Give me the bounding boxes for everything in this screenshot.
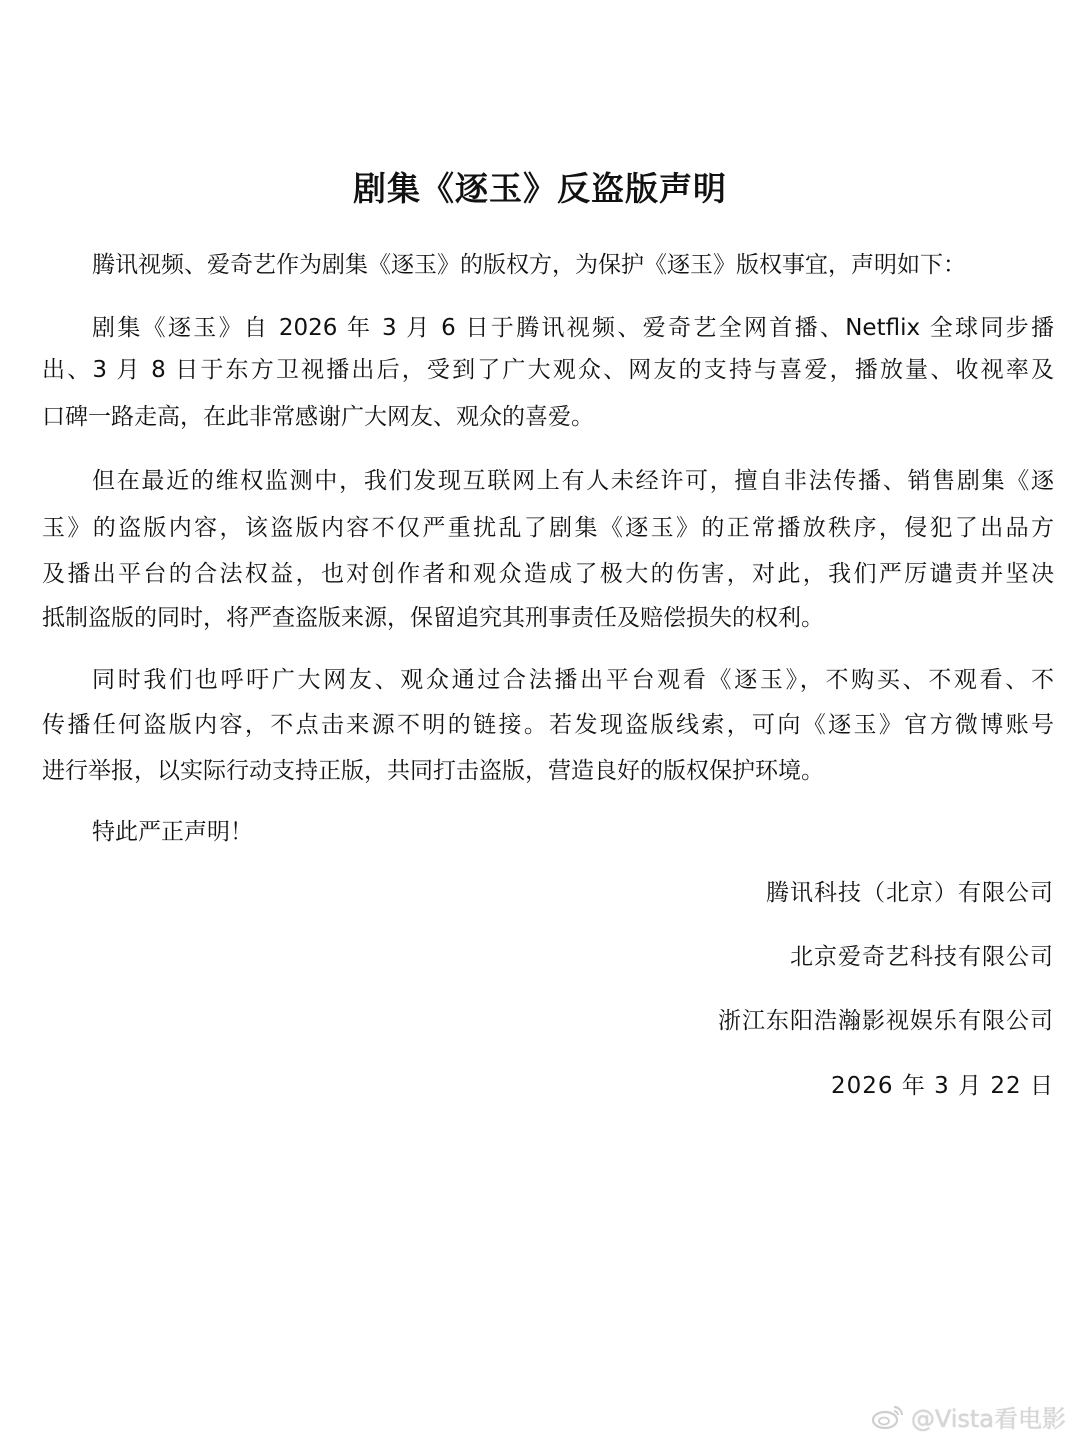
paragraph-3-line-3: 及播出平台的合法权益，也对创作者和观众造成了极大的伤害，对此，我们严厉谴责并坚决 bbox=[42, 561, 1054, 587]
weibo-icon bbox=[871, 1404, 905, 1430]
paragraph-1-line-1: 腾讯视频、爱奇艺作为剧集《逐玉》的版权方，为保护《逐玉》版权事宜，声明如下： bbox=[92, 252, 966, 278]
paragraph-2-line-3: 口碑一路走高，在此非常感谢广大网友、观众的喜爱。 bbox=[42, 404, 594, 430]
paragraph-4-line-3: 进行举报，以实际行动支持正版，共同打击盗版，营造良好的版权保护环境。 bbox=[42, 758, 824, 784]
paragraph-3-line-2: 玉》的盗版内容，该盗版内容不仅严重扰乱了剧集《逐玉》的正常播放秩序，侵犯了出品方 bbox=[42, 515, 1054, 541]
document-title: 剧集《逐玉》反盗版声明 bbox=[353, 169, 727, 208]
paragraph-4-line-1: 同时我们也呼吁广大网友、观众通过合法播出平台观看《逐玉》，不购买、不观看、不 bbox=[92, 667, 1054, 693]
paragraph-2-line-2: 出、3 月 8 日于东方卫视播出后，受到了广大观众、网友的支持与喜爱，播放量、收视率及 bbox=[42, 357, 1054, 383]
watermark-text: @Vista看电影 bbox=[910, 1405, 1066, 1433]
signatory-iqiyi: 北京爱奇艺科技有限公司 bbox=[790, 944, 1054, 970]
watermark bbox=[871, 1399, 1066, 1434]
closing-statement: 特此严正声明！ bbox=[92, 819, 253, 845]
paragraph-3-line-1: 但在最近的维权监测中，我们发现互联网上有人未经许可，擅自非法传播、销售剧集《逐 bbox=[92, 468, 1054, 494]
paragraph-4-line-2: 传播任何盗版内容，不点击来源不明的链接。若发现盗版线索，可向《逐玉》官方微博账号 bbox=[42, 712, 1054, 738]
signatory-haohan: 浙江东阳浩瀚影视娱乐有限公司 bbox=[718, 1008, 1054, 1034]
statement-date: 2026 年 3 月 22 日 bbox=[831, 1073, 1054, 1099]
paragraph-2-line-1: 剧集《逐玉》自 2026 年 3 月 6 日于腾讯视频、爱奇艺全网首播、Netflix 全球同步播 bbox=[92, 315, 1054, 341]
signatory-tencent: 腾讯科技（北京）有限公司 bbox=[766, 880, 1054, 906]
paragraph-3-line-4: 抵制盗版的同时，将严查盗版来源，保留追究其刑事责任及赔偿损失的权利。 bbox=[42, 605, 824, 631]
